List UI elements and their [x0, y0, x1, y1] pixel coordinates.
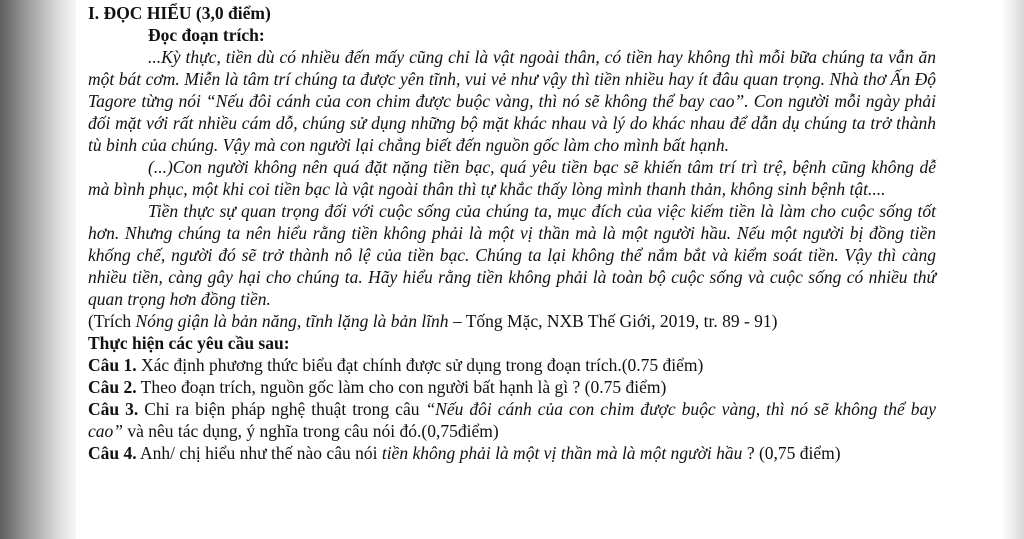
source-book-title: Nóng giận là bản năng, tĩnh lặng là bản lĩnh	[135, 311, 449, 331]
section-title: I. ĐỌC HIỂU (3,0 điểm)	[88, 3, 271, 23]
question-quote: tiền không phải là một vị thần mà là một người hầu	[381, 443, 743, 463]
source-suffix: – Tống Mặc, NXB Thế Giới, 2019, tr. 89 - 91)	[448, 311, 778, 331]
excerpt-heading: Đọc đoạn trích:	[148, 25, 265, 45]
document-page	[88, 2, 936, 464]
excerpt-paragraph-3: Tiền thực sự quan trọng đối với cuộc sống của chúng ta, mục đích của việc kiếm tiền là làm cho cuộc sống tốt hơn. Nhưng chúng ta nên hiểu rằng tiền không phải là một vị thần mà là một người hầu. Nếu một người bị đồng tiền khống chế, người đó sẽ trở thành nô lệ của tiền bạc. Chúng ta lại không thể nắm bắt và kiểm soát tiền. Vậy thì càng nhiều tiền, càng gây hại cho chúng ta. Hãy hiểu rằng tiền không phải là toàn bộ cuộc sống và cuộc sống có nhiều thứ quan trọng hơn đồng tiền.	[88, 201, 936, 309]
question-text-end: ? (0,75 điểm)	[742, 443, 841, 463]
page-shadow-left	[0, 0, 76, 539]
question-1	[88, 354, 936, 376]
question-text: Anh/ chị hiểu như thế nào câu nói	[136, 443, 382, 463]
page-shadow-right	[1002, 0, 1024, 539]
question-3	[88, 398, 936, 442]
question-label: Câu 4.	[88, 443, 137, 463]
question-text: Chỉ ra biện pháp nghệ thuật trong câu	[138, 399, 426, 419]
excerpt-paragraph-1: ...Kỳ thực, tiền dù có nhiều đến mấy cũng chỉ là vật ngoài thân, có tiền hay không thì mỗi bữa chúng ta vẫn ăn một bát cơm. Miễn là tâm trí chúng ta được yên tĩnh, vui vẻ như vậy thì tiền nhiều hay ít đâu quan trọng. Nhà thơ Ấn Độ Tagore từng nói “Nếu đôi cánh của con chim được buộc vàng, thì nó sẽ không thể bay cao”. Con người mỗi ngày phải đối mặt với rất nhiều cám dỗ, chúng sử dụng những bộ mặt khác nhau và lý do khác nhau để dẫn dụ chúng ta trở thành tù binh của chúng. Vậy mà con người lại chẳng biết đến nguồn gốc làm cho mình bất hạnh.	[88, 47, 936, 155]
question-text: Xác định phương thức biểu đạt chính được sử dụng trong đoạn trích.(0.75 điểm)	[136, 355, 704, 375]
excerpt-paragraph-2: (...)Con người không nên quá đặt nặng tiền bạc, quá yêu tiền bạc sẽ khiến tâm trí trì trệ, bệnh cũng không dễ mà bình phục, một khi coi tiền bạc là vật ngoài thân thì tự khắc thấy lòng mình thanh thản, không sinh bệnh tật....	[88, 157, 936, 199]
question-2	[88, 376, 936, 398]
requirements-heading: Thực hiện các yêu cầu sau:	[88, 333, 290, 353]
source-prefix: (Trích	[88, 311, 136, 331]
question-label: Câu 3.	[88, 399, 139, 419]
question-label: Câu 2.	[88, 377, 137, 397]
question-label: Câu 1.	[88, 355, 137, 375]
question-text-end: và nêu tác dụng, ý nghĩa trong câu nói đó.(0,75điểm)	[123, 421, 499, 441]
source-citation	[88, 310, 936, 332]
question-4	[88, 442, 936, 464]
question-text: Theo đoạn trích, nguồn gốc làm cho con người bất hạnh là gì ? (0.75 điểm)	[136, 377, 667, 397]
question-quote: “Nếu đôi cánh của con chim được buộc vàng, thì nó sẽ không thể bay cao”	[88, 399, 936, 441]
